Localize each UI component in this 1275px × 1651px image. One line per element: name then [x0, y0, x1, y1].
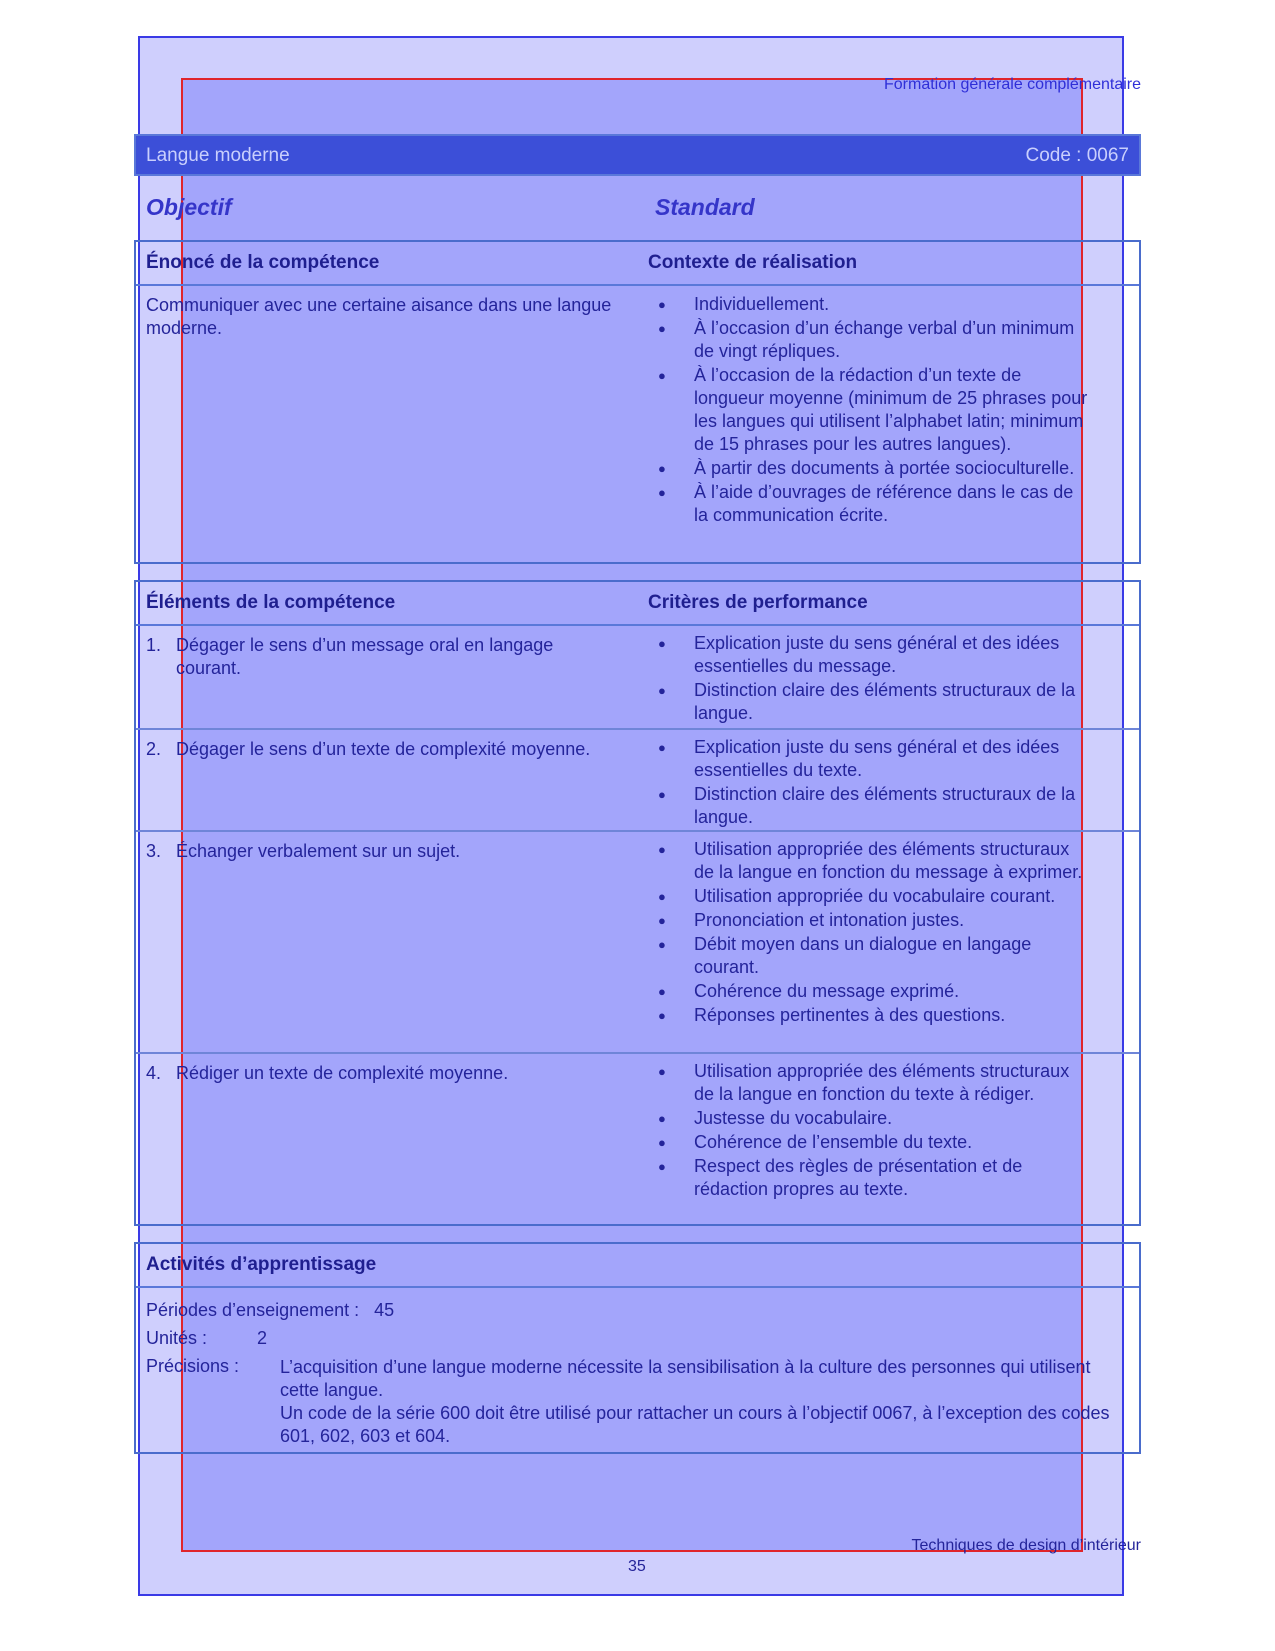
bullet-icon: ●	[658, 683, 666, 698]
bullet-icon: ●	[658, 740, 666, 755]
criteria-item	[650, 885, 1090, 908]
bullet-icon: ●	[658, 1111, 666, 1126]
competence-statement: Communiquer avec une certaine aisance dans une langue moderne.	[146, 295, 612, 338]
criteria-item	[650, 1060, 1090, 1106]
footer-program: Techniques de design d’intérieur	[911, 1537, 1141, 1554]
criteria-item	[650, 909, 1090, 932]
element-description	[146, 1062, 616, 1085]
context-item	[650, 293, 1090, 316]
objective-code: Code : 0067	[1025, 145, 1129, 166]
bullet-icon: ●	[658, 842, 666, 857]
competence-box	[134, 240, 1141, 564]
criteria-item	[650, 679, 1090, 725]
criteria-item-text: Débit moyen dans un dialogue en langage courant.	[694, 934, 1032, 977]
element-number: 4.	[146, 1063, 162, 1083]
criteria-item-text: Utilisation appropriée du vocabulaire courant.	[694, 886, 1056, 906]
element-description	[146, 840, 616, 863]
elements-box	[134, 580, 1141, 1226]
element-row	[136, 728, 1139, 830]
bullet-icon: ●	[658, 368, 666, 383]
criteria-item-text: Cohérence du message exprimé.	[694, 981, 960, 1001]
page-number: 35	[628, 1558, 646, 1575]
bullet-icon: ●	[658, 984, 666, 999]
subject-title: Langue moderne	[146, 145, 290, 166]
element-text: Rédiger un texte de complexité moyenne.	[176, 1063, 509, 1083]
element-number: 2.	[146, 739, 162, 759]
criteria-title: Critères de performance	[648, 592, 868, 613]
element-row	[136, 830, 1139, 1052]
context-item-text: À partir des documents à portée socioculturelle.	[694, 458, 1075, 478]
element-text: Échanger verbalement sur un sujet.	[176, 841, 461, 861]
criteria-list	[650, 632, 1090, 726]
activities-box	[134, 1242, 1141, 1454]
element-description	[146, 634, 616, 680]
precisions-paragraph-2: Un code de la série 600 doit être utilisé pour rattacher un cours à l’objectif 0067, à l’exception des codes 601, 602, 603 et 604.	[280, 1403, 1110, 1446]
bullet-icon: ●	[658, 889, 666, 904]
periods-line: Périodes d’enseignement : 45	[146, 1300, 395, 1320]
criteria-item-text: Justesse du vocabulaire.	[694, 1108, 893, 1128]
bullet-icon: ●	[658, 636, 666, 651]
criteria-item	[650, 1107, 1090, 1130]
criteria-item-text: Prononciation et intonation justes.	[694, 910, 965, 930]
title-band	[134, 134, 1141, 176]
criteria-item-text: Utilisation appropriée des éléments structuraux de la langue en fonction du message à exprimer.	[694, 839, 1083, 882]
competence-header	[136, 242, 1139, 286]
criteria-item	[650, 1155, 1090, 1201]
bullet-icon: ●	[658, 297, 666, 312]
criteria-item	[650, 838, 1090, 884]
criteria-item-text: Réponses pertinentes à des questions.	[694, 1005, 1006, 1025]
bullet-icon: ●	[658, 1008, 666, 1023]
context-item-text: À l’aide d’ouvrages de référence dans le cas de la communication écrite.	[694, 482, 1074, 525]
context-list	[650, 293, 1090, 528]
bullet-icon: ●	[658, 461, 666, 476]
elements-title: Éléments de la compétence	[146, 592, 396, 613]
precisions-paragraph-1: L’acquisition d’une langue moderne nécessite la sensibilisation à la culture des personnes qui utilisent cette langue.	[280, 1357, 1091, 1400]
element-rows	[136, 626, 1139, 1204]
element-number: 1.	[146, 635, 162, 655]
criteria-list	[650, 1060, 1090, 1202]
context-header: Contexte de réalisation	[648, 252, 858, 273]
criteria-item-text: Respect des règles de présentation et de rédaction propres au texte.	[694, 1156, 1023, 1199]
element-text: Dégager le sens d’un texte de complexité moyenne.	[176, 739, 591, 759]
precisions-text	[280, 1356, 1110, 1448]
context-item	[650, 457, 1090, 480]
activities-header	[136, 1244, 1139, 1288]
precisions-label: Précisions :	[146, 1356, 240, 1376]
bullet-icon: ●	[658, 1135, 666, 1150]
criteria-item	[650, 1004, 1090, 1027]
criteria-item-text: Utilisation appropriée des éléments structuraux de la langue en fonction du texte à rédiger.	[694, 1061, 1070, 1104]
context-item-text: Individuellement.	[694, 294, 830, 314]
criteria-item	[650, 980, 1090, 1003]
objective-label: Objectif	[146, 194, 232, 220]
criteria-list	[650, 838, 1090, 1028]
criteria-item-text: Explication juste du sens général et des idées essentielles du texte.	[694, 737, 1060, 780]
context-item-text: À l’occasion de la rédaction d’un texte de longueur moyenne (minimum de 25 phrases pour les langues qui utilisent l’alphabet latin; minimum de 15 phrases pour les autres langues).	[694, 365, 1088, 454]
bullet-icon: ●	[658, 485, 666, 500]
bullet-icon: ●	[658, 913, 666, 928]
standard-label: Standard	[655, 194, 755, 220]
context-item	[650, 364, 1090, 456]
criteria-list	[650, 736, 1090, 830]
criteria-item	[650, 783, 1090, 829]
context-item-text: À l’occasion d’un échange verbal d’un minimum de vingt répliques.	[694, 318, 1075, 361]
criteria-item	[650, 736, 1090, 782]
statement-header: Énoncé de la compétence	[146, 252, 380, 273]
criteria-item-text: Distinction claire des éléments structuraux de la langue.	[694, 784, 1076, 827]
element-number: 3.	[146, 841, 162, 861]
criteria-item	[650, 1131, 1090, 1154]
element-description	[146, 738, 616, 761]
bullet-icon: ●	[658, 1064, 666, 1079]
activities-title: Activités d’apprentissage	[146, 1254, 377, 1275]
criteria-item-text: Distinction claire des éléments structuraux de la langue.	[694, 680, 1076, 723]
element-row	[136, 626, 1139, 728]
element-text: Dégager le sens d’un message oral en langage courant.	[176, 635, 554, 678]
context-item	[650, 481, 1090, 527]
bullet-icon: ●	[658, 1159, 666, 1174]
context-item	[650, 317, 1090, 363]
criteria-item	[650, 933, 1090, 979]
units-line: Unités : 2	[146, 1328, 268, 1348]
header-program: Formation générale complémentaire	[883, 76, 1141, 93]
elements-header	[136, 582, 1139, 626]
bullet-icon: ●	[658, 787, 666, 802]
criteria-item	[650, 632, 1090, 678]
criteria-item-text: Cohérence de l’ensemble du texte.	[694, 1132, 973, 1152]
bullet-icon: ●	[658, 321, 666, 336]
criteria-item-text: Explication juste du sens général et des idées essentielles du message.	[694, 633, 1060, 676]
element-row	[136, 1052, 1139, 1204]
bullet-icon: ●	[658, 937, 666, 952]
